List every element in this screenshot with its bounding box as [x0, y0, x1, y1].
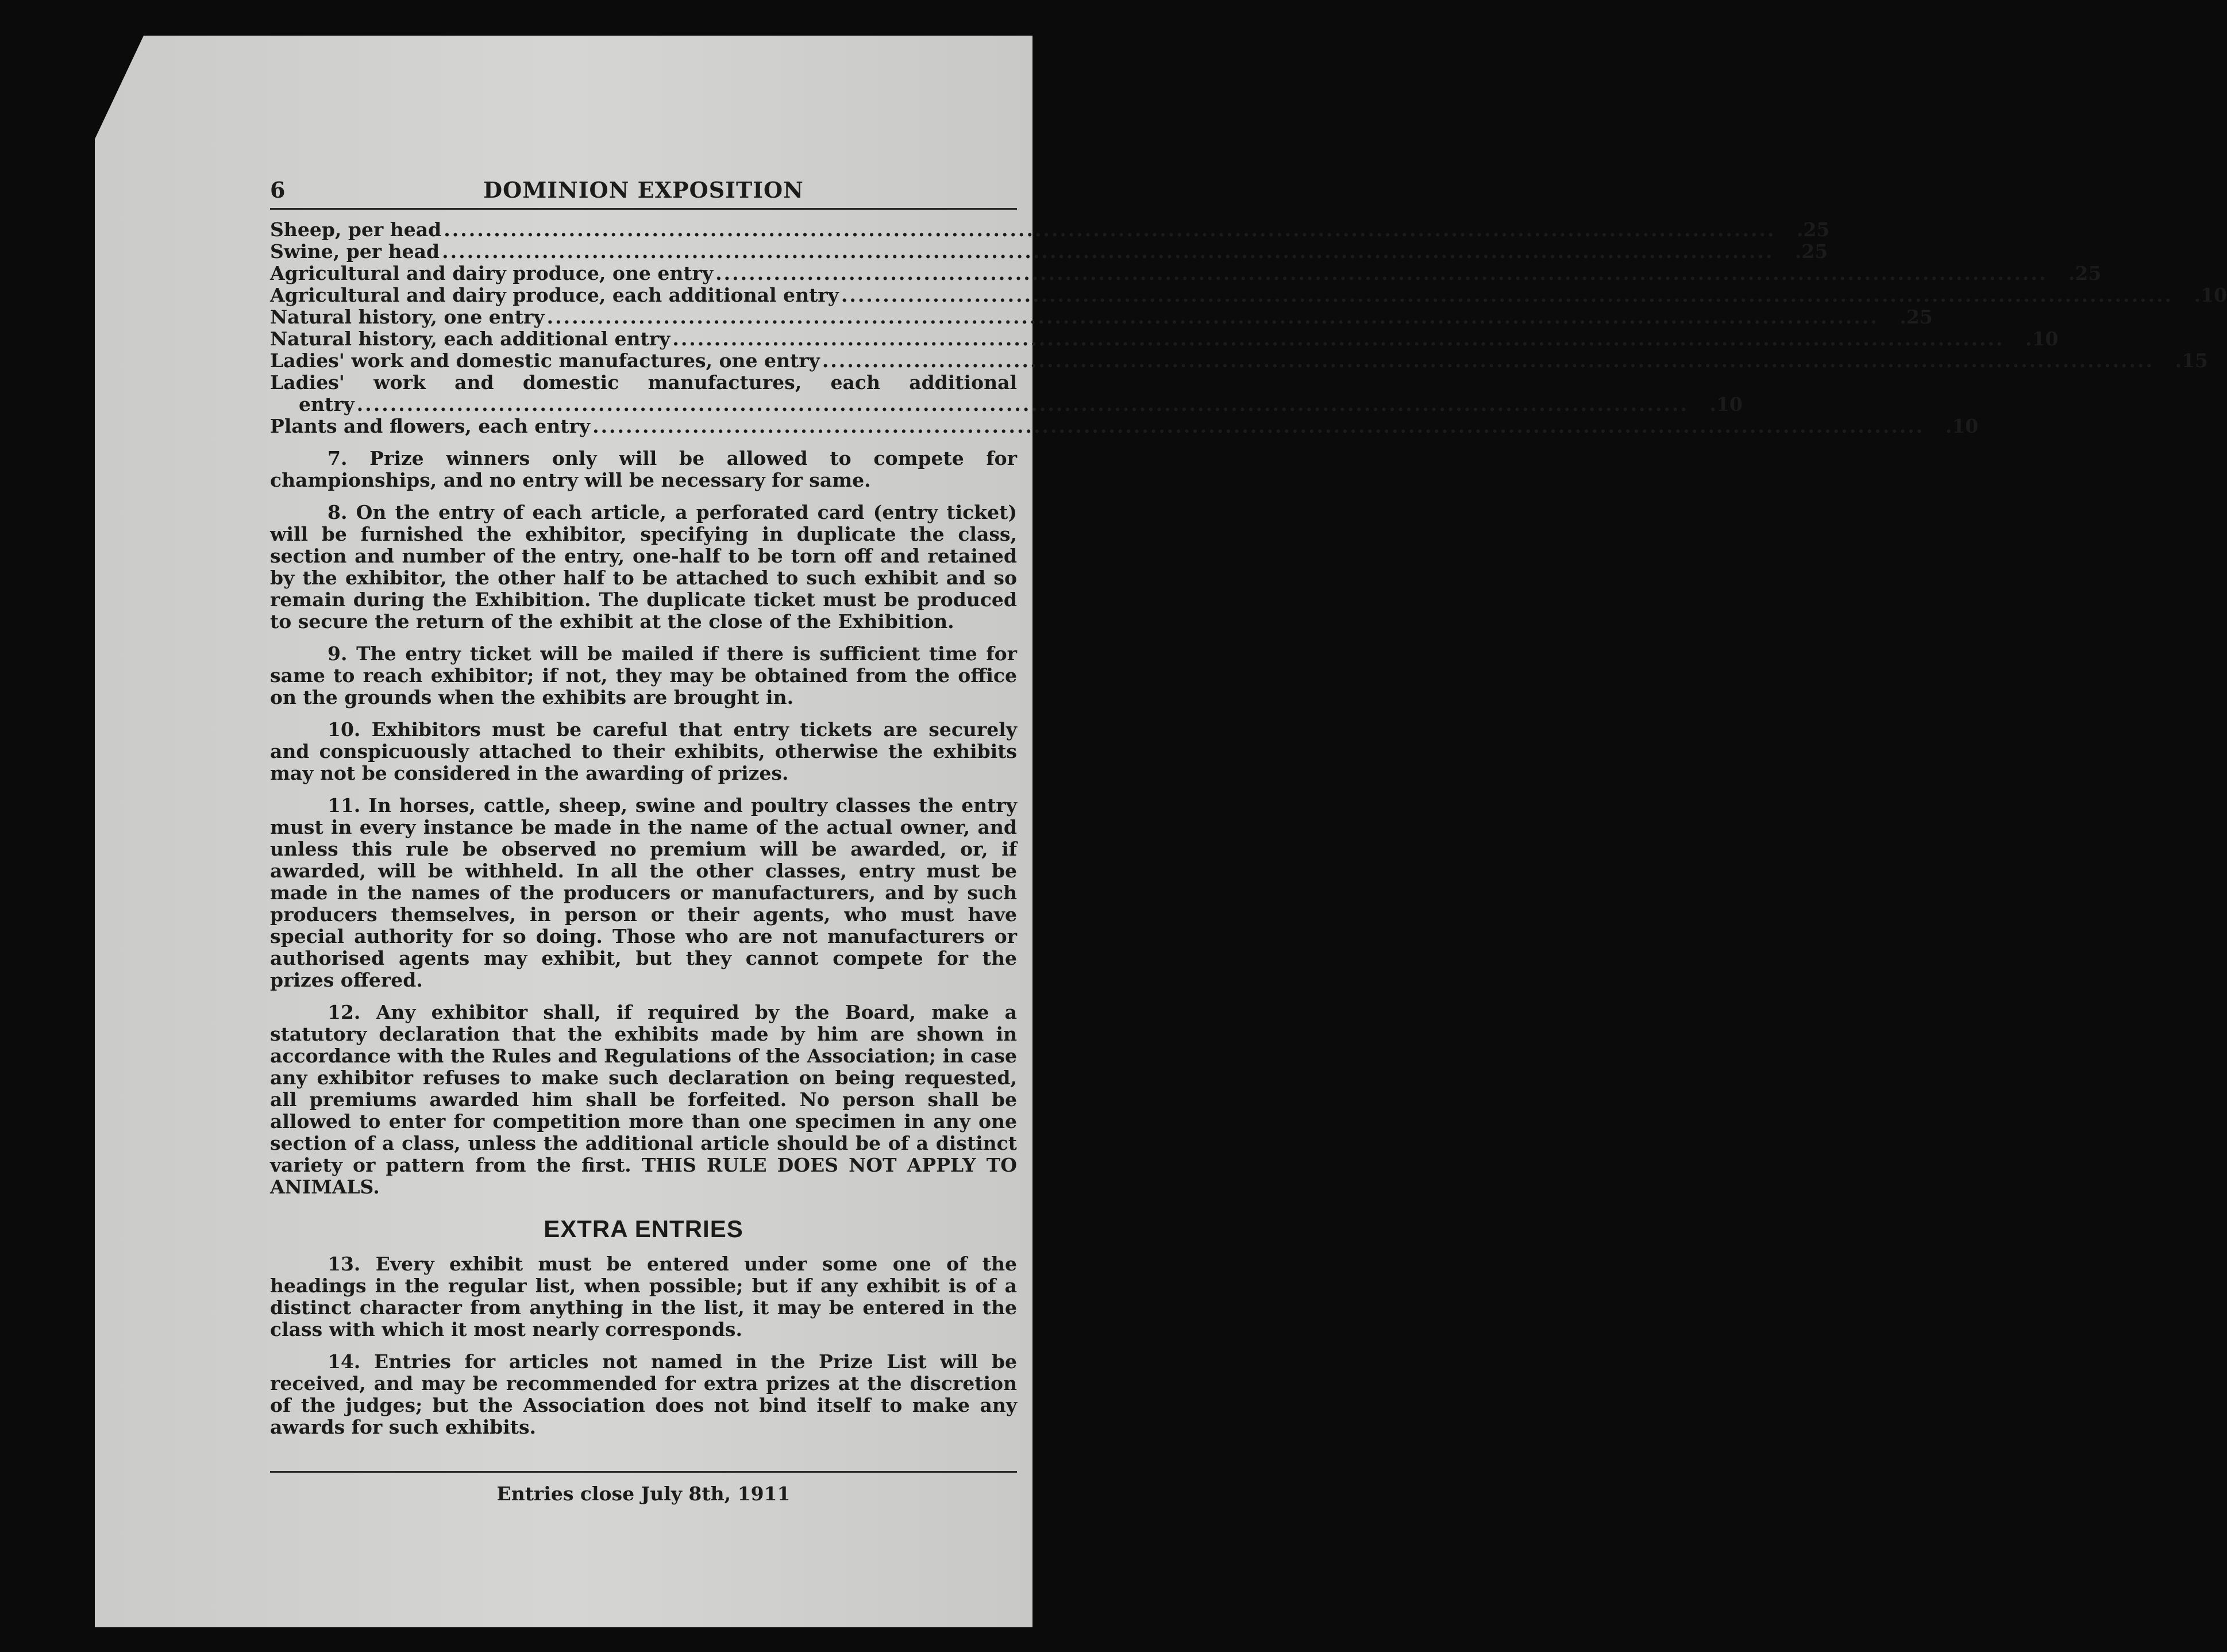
- fee-label: Agricultural and dairy produce, each additional entry: [270, 284, 839, 306]
- fee-label: Natural history, each additional entry: [270, 328, 671, 350]
- fee-label-line: Ladies' work and domestic manufactures, each additional: [270, 371, 1017, 394]
- entry-fee-list: [270, 218, 2227, 437]
- section-heading: EXTRA ENTRIES: [544, 1215, 743, 1242]
- fee-amount: .10: [2194, 284, 2227, 306]
- dot-leader: ................................................................................................................................................................: [546, 306, 1879, 328]
- fee-row-wrapped: [270, 371, 1743, 415]
- dot-leader: ................................................................................................................................................................: [715, 262, 2048, 284]
- dot-leader: ................................................................................................................................................................: [592, 415, 1925, 437]
- dot-leader: ................................................................................................................................................................: [822, 349, 2155, 372]
- fee-row: [270, 218, 1830, 241]
- fee-label: entry: [299, 393, 355, 415]
- fee-row: [270, 306, 1933, 328]
- dot-leader: ................................................................................................................................................................: [672, 328, 2005, 350]
- fee-amount: .25: [2068, 262, 2102, 284]
- rule-paragraph: 14. Entries for articles not named in the Prize List will be received, and may be recommended for extra prizes at the discretion of the judges; but the Association does not bind itself to make any awards for such exhibits.: [270, 1350, 1017, 1438]
- fee-amount: .25: [1794, 240, 1828, 263]
- rule-paragraph: 12. Any exhibitor shall, if required by the Board, make a statutory declaration that the exhibits made by him are shown in accordance with the Rules and Regulations of the Association; in case any exhibitor refuses to make such declaration on being requested, all premiums awarded him shall be forfeited. No person shall be allowed to enter for competition more than one specimen in any one section of a class, unless the additional article should be of a distinct variety or pattern from the first. THIS RULE DOES NOT APPLY TO ANIMALS.: [270, 1001, 1017, 1198]
- page-content: [270, 172, 2227, 1438]
- rule-paragraph: 13. Every exhibit must be entered under some one of the headings in the regular list, when possible; but if any exhibit is of a distinct character from anything in the list, it may be entered in the class with which it most nearly corresponds.: [270, 1253, 1017, 1341]
- fee-label: Plants and flowers, each entry: [270, 415, 591, 437]
- rule-paragraph: 10. Exhibitors must be careful that entry tickets are securely and conspicuously attached to their exhibits, otherwise the exhibits may not be considered in the awarding of prizes.: [270, 718, 1017, 784]
- fee-amount: .10: [2025, 328, 2059, 350]
- fee-amount: .10: [1945, 415, 1979, 437]
- fee-label: Agricultural and dairy produce, one entry: [270, 262, 714, 284]
- footer-rule: [270, 1471, 1017, 1473]
- fee-row: [270, 328, 2059, 350]
- fee-row: [270, 415, 1979, 437]
- rule-paragraph: 9. The entry ticket will be mailed if there is sufficient time for same to reach exhibitor; if not, they may be obtained from the office on the grounds when the exhibits are brought in.: [270, 642, 1017, 708]
- fee-label: Swine, per head: [270, 240, 440, 263]
- fee-amount: .15: [2175, 349, 2209, 372]
- dot-leader: ................................................................................................................................................................: [444, 218, 1776, 241]
- dot-leader: ................................................................................................................................................................: [442, 240, 1774, 263]
- fee-amount: .25: [1900, 306, 1933, 328]
- page-header: [270, 172, 1017, 210]
- fee-row: [270, 240, 1828, 263]
- dot-leader: ................................................................................................................................................................: [841, 284, 2174, 306]
- fee-row-continuation: [270, 393, 1743, 415]
- rule-paragraph: 8. On the entry of each article, a perforated card (entry ticket) will be furnished the exhibitor, specifying in duplicate the class, section and number of the entry, one-half to be torn off and retained by the exhibitor, the other half to be attached to such exhibit and so remain during the Exhibition. The duplicate ticket must be produced to secure the return of the exhibit at the close of the Exhibition.: [270, 501, 1017, 633]
- footer-note: Entries close July 8th, 1911: [496, 1482, 791, 1505]
- rule-paragraph: 7. Prize winners only will be allowed to compete for championships, and no entry will be necessary for same.: [270, 447, 1017, 491]
- fee-row: [270, 349, 2209, 372]
- fee-label: Natural history, one entry: [270, 306, 545, 328]
- dot-leader: ................................................................................................................................................................: [356, 393, 1689, 415]
- fee-amount: .10: [1709, 393, 1743, 415]
- fee-label: Sheep, per head: [270, 218, 442, 241]
- page-number: 6: [270, 177, 286, 203]
- fee-amount: .25: [1797, 218, 1830, 241]
- rule-paragraph: 11. In horses, cattle, sheep, swine and poultry classes the entry must in every instance be made in the name of the actual owner, and unless this rule be observed no premium will be awarded, or, if awarded, will be withheld. In all the other classes, entry must be made in the names of the producers or manufacturers, and by such producers themselves, in person or their agents, who must have special authority for so doing. Those who are not manufacturers or authorised agents may exhibit, but they cannot compete for the prizes offered.: [270, 794, 1017, 991]
- fee-row: [270, 262, 2102, 284]
- fee-row: [270, 284, 2227, 306]
- fee-label: Ladies' work and domestic manufactures, one entry: [270, 349, 820, 372]
- running-title: DOMINION EXPOSITION: [483, 177, 804, 203]
